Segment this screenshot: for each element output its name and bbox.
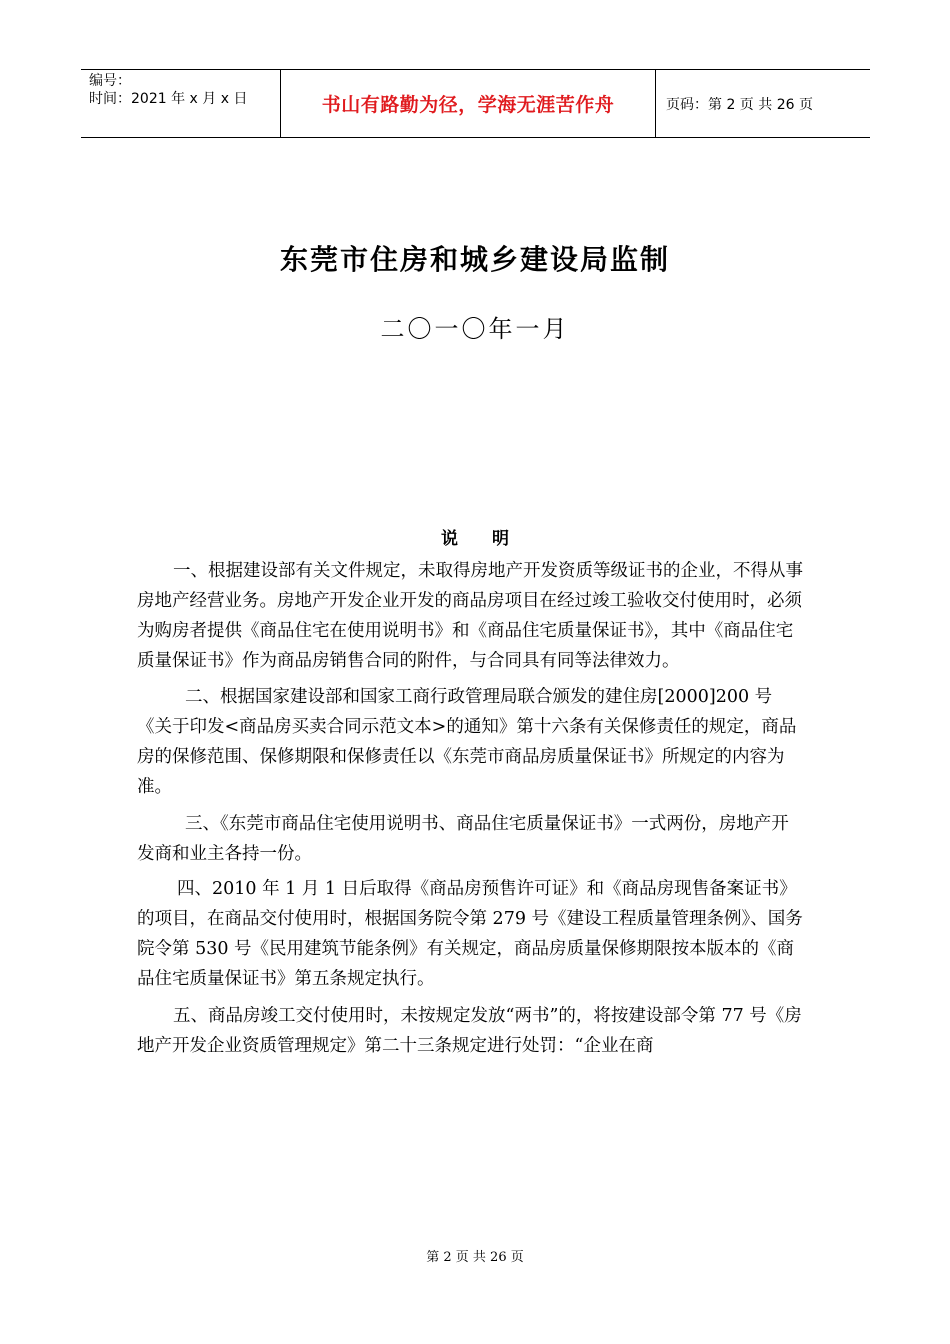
paragraph-1: 一、根据建设部有关文件规定，未取得房地产开发资质等级证书的企业，不得从事房地产经营业务。房地产开发企业开发的商品房项目在经过竣工验收交付使用时，必须为购房者提供《商品住宅在使用说明书》和《商品住宅质量保证书》，其中《商品住宅质量保证书》作为商品房销售合同的附件，与合同具有同等法律效力。 bbox=[137, 561, 803, 671]
paragraph-3: 三、《东莞市商品住宅使用说明书、商品住宅质量保证书》一式两份，房地产开发商和业主各持一份。 bbox=[137, 814, 789, 864]
paragraph-5: 五、商品房竣工交付使用时，未按规定发放“两书”的，将按建设部令第 77 号《房地产开发企业资质管理规定》第二十三条规定进行处罚：“企业在商 bbox=[137, 1006, 802, 1056]
paragraph-4: 四、2010 年 1 月 1 日后取得《商品房预售许可证》和《商品房现售备案证书》的项目，在商品交付使用时，根据国务院令第 279 号《建设工程质量管理条例》、国务院令第 530 号《民用建筑节能条例》有关规定，商品房质量保修期限按本版本的《商品住宅质量保证书》第五条规定执行。 bbox=[137, 879, 803, 989]
code-label: 编号： bbox=[89, 73, 131, 89]
section-title-char-2: 明 bbox=[491, 529, 509, 549]
page-footer: 第 2 页 共 26 页 bbox=[426, 1250, 524, 1265]
header-page-info: 页码：第 2 页 共 26 页 bbox=[666, 96, 813, 113]
time-label: 时间：2021 年 x 月 x 日 bbox=[89, 91, 248, 107]
document-body bbox=[137, 556, 805, 1061]
paragraph-2: 二、根据国家建设部和国家工商行政管理局联合颁发的建住房[2000]200 号《关于印发<商品房买卖合同示范文本>的通知》第十六条有关保修责任的规定，商品房的保修范围、保修期限和保修责任以《东莞市商品房质量保证书》所规定的内容为准。 bbox=[137, 687, 797, 797]
header-meta bbox=[81, 70, 281, 137]
document-date: 二〇一〇年一月 bbox=[380, 315, 570, 343]
section-title-char-1: 说 bbox=[441, 529, 459, 549]
section-title bbox=[0, 524, 950, 549]
document-title: 东莞市住房和城乡建设局监制 bbox=[279, 243, 670, 276]
header-motto: 书山有路勤为径，学海无涯苦作舟 bbox=[281, 70, 656, 137]
page-header bbox=[81, 69, 870, 138]
